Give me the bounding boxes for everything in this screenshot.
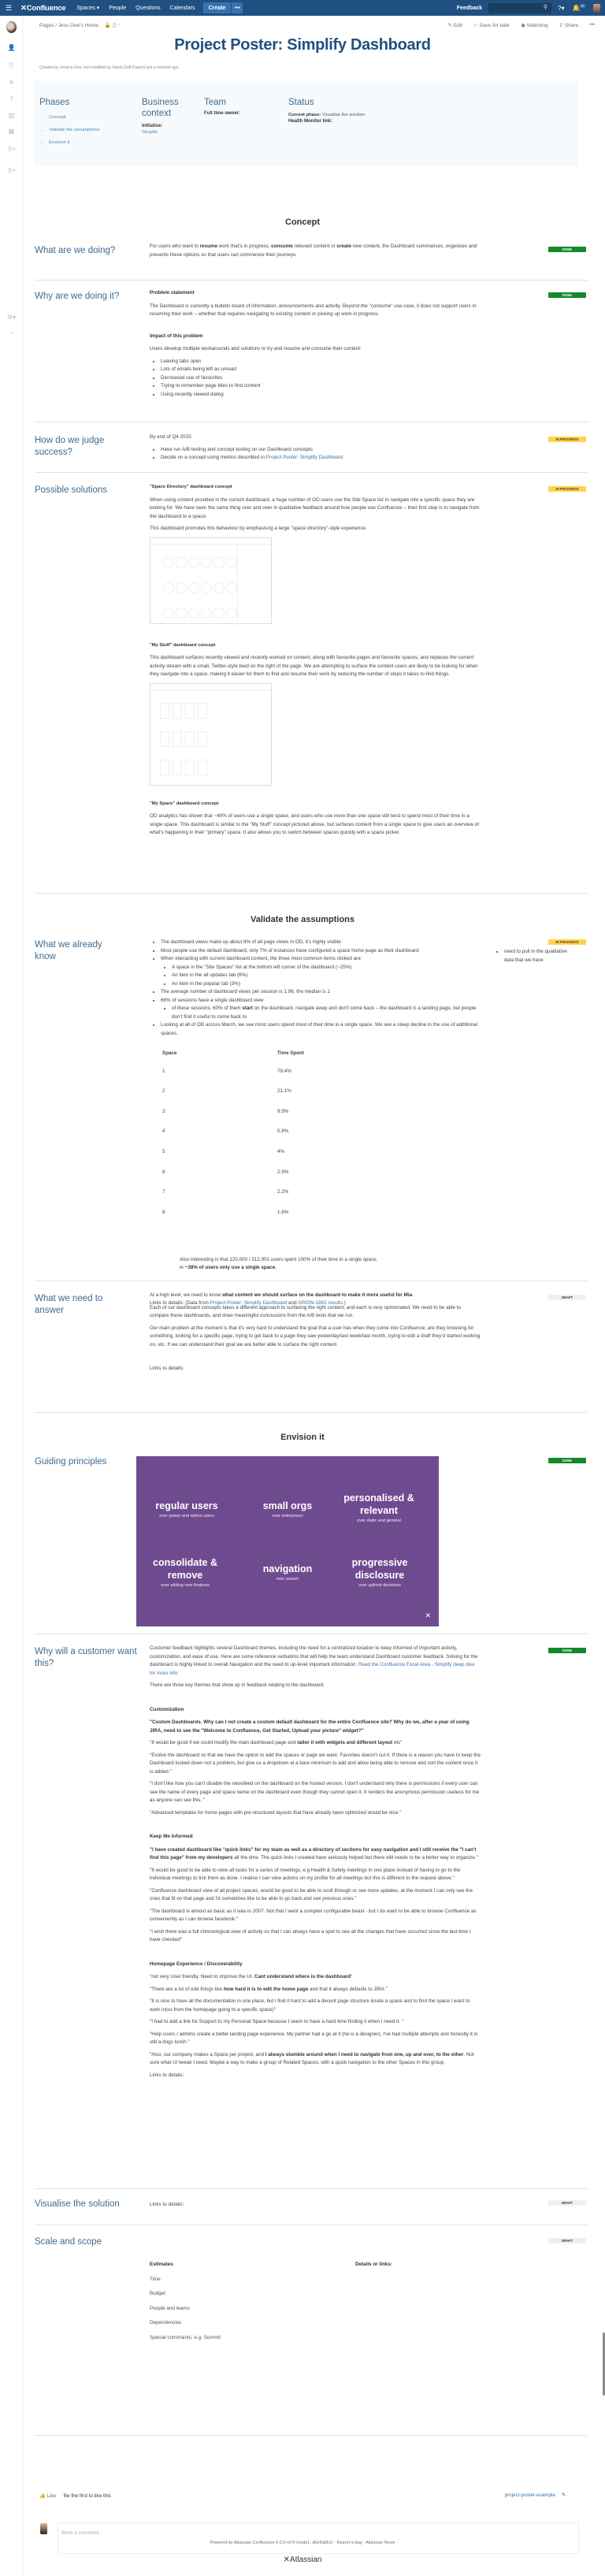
like-status: Be the first to like this: [63, 2493, 111, 2499]
status-badge-draft: DRAFT: [548, 2200, 586, 2206]
restrictions-icon[interactable]: 🔓 ⎙ ∿: [104, 23, 121, 28]
row-heading: Possible solutions: [35, 485, 108, 495]
page-actions: [447, 22, 595, 28]
divider: [35, 280, 588, 281]
status-badge-in-progress: IN PROGRESS: [548, 939, 586, 945]
collapse-sidebar-icon[interactable]: »: [9, 331, 13, 336]
like-button[interactable]: 👍 Like: [39, 2493, 57, 2499]
section-concept-heading: Concept: [285, 217, 320, 227]
divider: [34, 2435, 587, 2436]
team-heading: Team: [204, 98, 227, 107]
principle: personalised & relevant over static and general: [343, 1492, 414, 1523]
page-byline: Created by Jessica Gee, last modified by Sarah Goff-Dupont just a moment ago: [39, 65, 179, 70]
estimates-table: Estimates Time Budget People and teams Dependencies Special constraints, e.g. Summit: [150, 2262, 221, 2340]
phase-value: Visualise the solution: [321, 113, 366, 117]
principle: progressive disclosure over upfront decisions: [351, 1557, 408, 1588]
phase-label: Current phase:: [288, 113, 321, 117]
status-heading: Status: [288, 98, 314, 107]
project-info-panel: [35, 81, 578, 166]
feedback-link[interactable]: Feedback: [456, 5, 482, 11]
table-row: 3 9.9%: [162, 1108, 289, 1114]
status-badge-draft: DRAFT: [548, 2238, 586, 2243]
search-input[interactable]: [488, 3, 551, 13]
save-for-later-button[interactable]: ☆ Save for later: [473, 23, 510, 28]
row-body: By end of Q4 2015: • Have run A/B testing and concept testing on our Dashboard concepts • Decide on a concept using metrics described in Project Poster: Simplify Dashboard: [150, 433, 481, 463]
row-heading: Why will a customer want this?: [35, 1647, 137, 1668]
project-poster-link[interactable]: Project Poster: Simplify Dashboard: [210, 1299, 288, 1306]
row-heading: Guiding principles: [35, 1457, 107, 1466]
status-badge-done: DONE: [548, 1648, 586, 1653]
table-row: 5 4%: [162, 1148, 285, 1154]
principle: regular users over power and admin users: [155, 1500, 218, 1518]
commenter-avatar: [40, 2523, 47, 2534]
table-row: 2 21.1%: [162, 1088, 291, 1095]
status-badge-done: DONE: [548, 1458, 586, 1463]
row-body: Links to details:: [150, 2202, 184, 2207]
status-badge-done: DONE: [548, 247, 586, 252]
row-heading: Why are we doing it?: [35, 292, 120, 301]
owner-label: Full time owner:: [204, 111, 241, 116]
edit-labels-icon[interactable]: ✎: [561, 2492, 566, 2498]
row-heading: What are we doing?: [35, 246, 116, 255]
search-icon: ⚲: [543, 4, 547, 10]
top-navigation-bar: [0, 0, 605, 16]
atlassian-logo-icon: ✕: [425, 1611, 431, 1619]
table-row: 1 79.4%: [162, 1068, 291, 1074]
notifications-icon[interactable]: 🔔$^{9+}$: [572, 4, 585, 12]
section-envision-heading: Envision it: [280, 1433, 325, 1442]
row-body: • The dashboard views make up about 8% of all page views in OD, it's highly visible • Most people use the default dashboard, only 7% of instances have configured a space home page as their dashboard • When interacting with current dashboard content, the three most common items clicked are: • A space in the "Site Spaces" list at the bottom left corner of the dashboard (~25%) • An item in the all updates tab (6%) • An item in the popular tab (3%) • The average number of dashboard views per session is 1.96, the median is 1 • 66% of sessions have a single dashboard view • of these sessions, 60% of them start on the dashboard, navigate away and don't come back – the dashboard is a landing page, but people don't find it useful to come back to • Looking at all of OD across March, we see most users spend most of their time in a single space. We see a steep decline in the use of additional spaces. Space Time Spent 1 79.4% 2 21.1% 3 9.9% 4 5.8% 5 4% 6 2.9% 7 2.2% 8 1.8% Also interesting is that 120,000 / 312,901 users spent 100% of their time in a single space, ie ~38% of users only use a single space. Links to details: (Data from Project Poster: Simplify Dashboard and GROW-1862 results.): [150, 939, 481, 1311]
health-monitor-label: Health Monitor link:: [288, 119, 332, 124]
row-heading: Visualise the solution: [35, 2199, 120, 2209]
table-row: 4 5.8%: [162, 1128, 289, 1135]
nav-calendars[interactable]: Calendars: [169, 5, 195, 11]
person-icon[interactable]: 👤: [7, 44, 16, 51]
powered-by-footer: Powered by Atlassian Confluence 6.0.0-m70 (node1: d6e9a8b1) · Report a bug · Atlassian News: [210, 2541, 395, 2545]
row-body: Problem statement The Dashboard is currently a bulletin board of information, announcements and activity. Beyond the "consume" use case, it does not support users in resuming their work – whether that requires navigating to existing content or picking up work in progress. Impact of this problem Users develop multiple workarounds and solutions to try and resume and consume their content: • Leaving tabs open • Lots of emails being left as unread • Decreased use of favourites • Trying to remember page titles to find content • Using recently viewed dialog: [150, 289, 481, 399]
help-menu[interactable]: ?▾: [558, 4, 565, 12]
questions-icon[interactable]: ?: [9, 95, 13, 102]
divider: [35, 472, 588, 473]
breadcrumb-path[interactable]: Pages / Jess Gee's Home: [39, 23, 98, 28]
principle: small orgs over enterprises: [262, 1500, 313, 1518]
tools-icon[interactable]: ⎘▾: [7, 167, 16, 174]
principle: consolidate & remove over adding new features: [153, 1557, 217, 1588]
atlassian-x-icon: ✕: [283, 2556, 290, 2564]
nav-spaces[interactable]: Spaces ▾: [76, 6, 100, 11]
notification-count: 9+: [581, 4, 585, 9]
status-column: [288, 97, 375, 124]
left-sidebar: [0, 16, 23, 2576]
create-button[interactable]: Create: [203, 2, 232, 13]
project-poster-link[interactable]: Project Poster: Simplify Dashboard: [265, 455, 343, 460]
table-row: 6 2.9%: [162, 1169, 289, 1175]
status-badge-done: DONE: [548, 292, 586, 298]
edit-button[interactable]: ✎ Edit: [447, 23, 462, 28]
business-heading: Business context: [142, 98, 179, 118]
row-heading: What we already know: [35, 940, 102, 961]
phases-heading: Phases: [39, 98, 70, 107]
row-body: Customer feedback highlights several Dashboard themes, including the need for a centralized location to keep informed of important activity, customization, and ease of use. Here are some reference verbatims that will help the team understand Dashboard customer feedback. Solving for the dashboard is highly linked to overall Navigation and the need to up-level important information. Read the Confluence Focal Area - Simplify deep dive for more info There are three key themes that show up in feedback relating to the dashboard: Customization "Custom Dashboards. Why can I not create a custom default dashboard for the entire Confluence site? Why do we, after a year of using JIRA, need to see the "Welcome to Confluence, Get Started, Upload your picture" widget?" "It would be good if we could modify the main dashboard page and tailor it with widgets and different layout etc" "Evolve the dashboard so that we have the option to add the spaces or page we want. Favorites doesn't cut it. If there is a reason you have to keep the Dashboard locked down not a problem, but give us a dropdown at a bare minimum to add and allow being able to remove and sort the content once it is added." "I don't like how you can't disable the newsfeed on the dashboard on the hosted version. I don't understand why there is permissions if every user can see the name of every page and space name on the dashboard even though they cannot open it. It renders the anonymous permission useless for me as anyone can see this. " "Advanced templates for home pages with pre-structured layouts that have already been optimized would be nice." Keep Me Informed "I have created dashboard like "quick links" for my team as well as a directory of sections for easy navigation and I still receive the "I can't find this page" from my developers all the time. The quick links I created have seriously helped but there still needs to be a better way to organize." "It would be good to be able to view all tasks for a series of meetings, e.g Health & Safety meetings in one place instead of having to go to the individual meetings to tick them as done. I realise I can view actions on my profile for all meetings but this is different to the request above." "Confluence dashboard view of all project spaces, would be good to be able to scoll through or see more updates, at the moment I can only see the ones that fit on that page and I'd sometimes like to be able to go back and see previous ones." "The dashboard is almost as basic as it was in 2007. Not that I want a complex configurable beast - but I do want to be able to browse Confluence as conveniently as I can browse facebook." "I wish there was a full chronological view of activity so that I can always have a spot to see all the changes that have occurred since the last time I have checked" Homepage Experience / Discoverability "not very User friendly. Need to improve the UI. Cant understand where is the dashboard" "There are a lot of odd things like how hard it is to edit the home page and that it always defaults to JIRA " "It is nice to have all the documentation in one place, but i find it hard to add a decent page structure inside a space and to find the space i want to work in(so from the homepage going to a specific space)" "I had to add a link for Support to my Personal Space because I seem to have a hard time finding it when I need it. " "Help users / admins create a better landing page experience. My partner had a go at it (he is a designer), I've had multiple attempts and honestly it is still a dogs lunch." "Also, our company makes a Space per project, and I always stumble around when I need to navigate from one, up and over, to the other. Not sure what UI tweak I need. Maybe a way to make a group of Related Spaces, with a quick navigation to the other Spaces in this group. Links to details:: [150, 1645, 481, 2078]
initiative-link[interactable]: Simplify: [142, 130, 158, 135]
phases-column: [39, 97, 134, 149]
label-link[interactable]: project-poster-example: [504, 2492, 555, 2498]
status-badge-draft: DRAFT: [548, 1295, 586, 1300]
row-body: "Space Directory" dashboard concept When using content provided in the current dashboard, a huge number of OD users use the Site Space list to navigate into a specific space they are looking for. We have seen the same thing over and over in qualitative feedback around how people use Confluence – their first step is to navigate from the dashboard to a space. This dashboard promotes this behaviour by emphasisng a large "space directory"-style experience. "My Stuff" dashboard concept This dashboard surfaces recently viewed and recently worked on content, along with favourite pages and favourite spaces, and replaces the current activity stream with a small, Twitter-style feed on the right of the page. We are attempting to surface the content users are likely to be looking for when they navigate into a space, making it easier for them to find and resume their work by reducing the number of steps it takes to find things. "My Space" dashboard concept OD analytics has shown that ~40% of users use a single space, and users who use more than one space still tend to spend most of their time in a single space. This dashboard is similar to the "My Stuff" concept pictured above, but surfaces content from a single space to give users an overview of what's happening in their "primary" space. It also allows you to switch between spaces quickly with a space picker.: [150, 485, 480, 835]
calendar-icon[interactable]: ▦: [8, 128, 15, 135]
analytics-icon[interactable]: ▥: [8, 112, 15, 119]
row-heading: What we need to answer: [35, 1294, 103, 1315]
side-note: • need to pull in the qualitative data that we have: [496, 948, 575, 965]
pages-icon[interactable]: ⎘: [9, 61, 14, 69]
section-validate-heading: Validate the assumptions: [250, 915, 355, 924]
settings-gear-icon[interactable]: ⚙▾: [6, 314, 17, 321]
nav-questions[interactable]: Questions: [135, 5, 161, 11]
row-heading: How do we judge success?: [35, 436, 105, 457]
confluence-logo[interactable]: ✕Confluence: [20, 3, 66, 13]
divider: [35, 893, 588, 894]
team-column: [204, 97, 275, 116]
menu-icon[interactable]: ☰: [6, 3, 13, 12]
share-button[interactable]: ⇪ Share: [559, 23, 579, 28]
comment-placeholder: Write a comment...: [61, 2530, 103, 2536]
row-body: For users who want to resume work that's in progress, consume relevant content or create new content, the Dashboard summarises, organises and presents these options so that users can commence their journeys.: [150, 243, 477, 258]
grow-1862-link[interactable]: GROW-1862 results: [298, 1299, 343, 1306]
phase-link-envision[interactable]: • Envision it: [49, 136, 134, 149]
atlassian-x-icon: ✕: [20, 3, 27, 13]
principle: navigation over search: [262, 1563, 313, 1582]
my-stuff-mockup-image: [150, 683, 272, 786]
breadcrumb: [39, 22, 121, 29]
comment-input[interactable]: [58, 2522, 579, 2554]
time-spent-table: Space Time Spent 1 79.4% 2 21.1% 3 9.9% 4 5.8% 5 4% 6 2.9% 7 2.2% 8 1.8%: [158, 1046, 465, 1223]
rss-icon[interactable]: ≋: [9, 79, 14, 86]
divider: [35, 1412, 588, 1413]
status-badge-in-progress: IN PROGRESS: [548, 437, 586, 442]
watching-button[interactable]: ◉ Watching: [521, 23, 548, 28]
nav-people[interactable]: People: [109, 5, 127, 11]
details-column-heading: Details or links:: [355, 2262, 392, 2267]
focal-area-link[interactable]: Read the Confluence Focal Area - Simplify deep dive for more info: [150, 1662, 475, 1676]
row-heading: Scale and scope: [35, 2237, 102, 2247]
row-body: At a high level, we need to know what content we should surface on the dashboard to make it more useful for Mia. Each of our dashboard concepts takes a different approach to surfacing the right content, and each is very opinionated. We need to be able to compare these dashboards, and draw meaningful conclusions from the A/B tests that we run. Our main problem at the moment is that it's very hard to understand the goal that a user has when they come into Confluence; are they browsing for something, looking for a specific page, trying to get back to a page they saw yesterday/last week/last month, trying to edit a draft they'd started working on, etc. If we can understand their goal we are better able to surface the right content. Links to details:: [150, 1292, 481, 1371]
page-tree-icon[interactable]: ⎘▾: [7, 146, 16, 153]
space-avatar[interactable]: [6, 21, 17, 33]
page-title: Project Poster: Simplify Dashboard: [174, 36, 431, 54]
business-column: [142, 97, 197, 135]
table-row: 8 1.8%: [162, 1209, 289, 1215]
table-row: 7 2.2%: [162, 1189, 289, 1195]
phase-link-concept[interactable]: • Concept: [49, 111, 134, 124]
phase-link-validate[interactable]: • Validate the assumptions: [49, 124, 134, 136]
like-bar: [39, 2492, 111, 2499]
status-badge-in-progress: IN PROGRESS: [548, 486, 586, 492]
user-avatar[interactable]: [593, 4, 600, 13]
space-directory-mockup-image: [150, 537, 272, 624]
initiative-label: Initiative:: [142, 124, 163, 128]
page-label: [505, 2492, 566, 2498]
create-more-button[interactable]: •••: [232, 2, 243, 13]
more-actions-button[interactable]: •••: [589, 22, 595, 28]
atlassian-footer-logo: ✕Atlassian: [283, 2556, 322, 2564]
divider: [35, 2188, 588, 2189]
guiding-principles-image: [136, 1456, 439, 1626]
